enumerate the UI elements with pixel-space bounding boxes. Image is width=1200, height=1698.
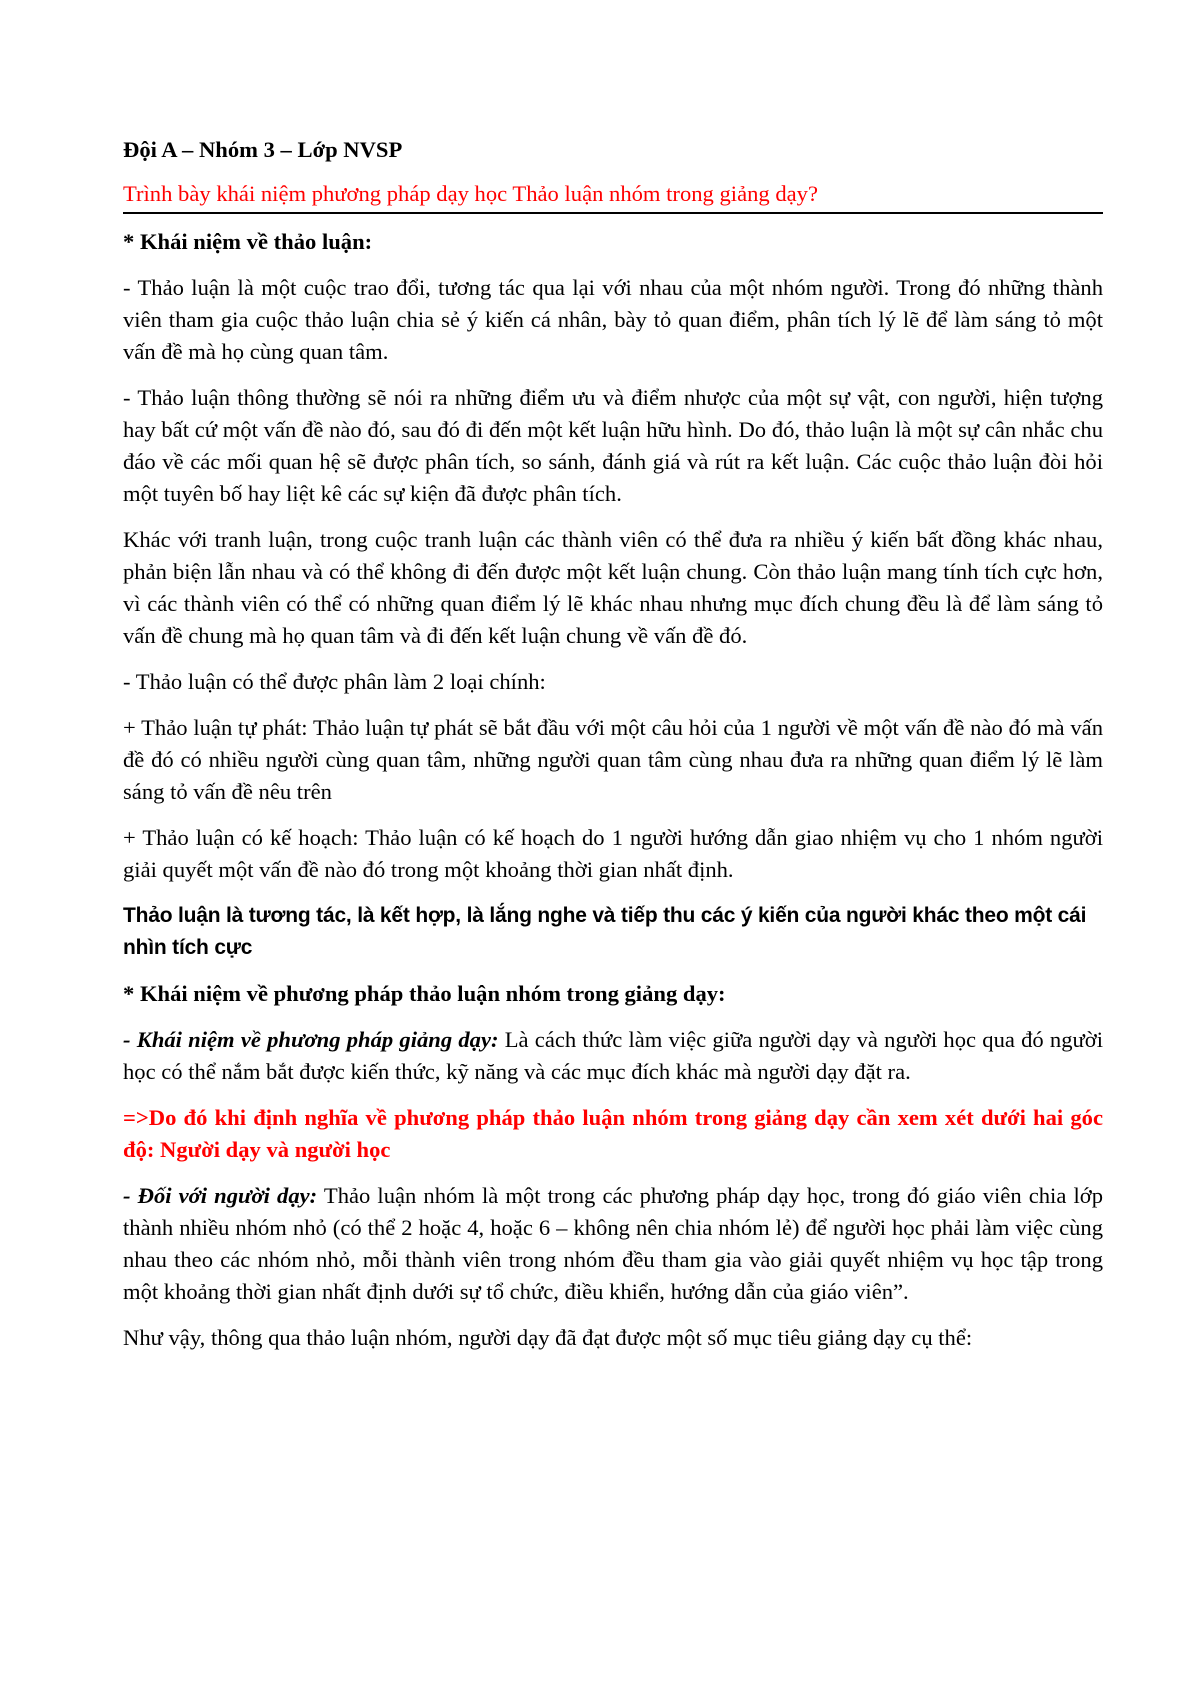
- paragraph-definition: - Thảo luận là một cuộc trao đổi, tương tác qua lại với nhau của một nhóm người. Trong đó những thành viên tham gia cuộc thảo luận chia sẻ ý kiến cá nhân, bày tỏ quan điểm, phân tích lý lẽ để làm sáng tỏ một vấn đề mà họ cùng quan tâm.: [123, 275, 1103, 364]
- paragraph-pros-cons: - Thảo luận thông thường sẽ nói ra những điểm ưu và điểm nhược của một sự vật, con người, hiện tượng hay bất cứ một vấn đề nào đó, sau đó đi đến một kết luận hữu hình. Do đó, thảo luận là một sự cân nhắc chu đáo về các mối quan hệ sẽ được phân tích, so sánh, đánh giá và rút ra kết luận. Các cuộc thảo luận đòi hỏi một tuyên bố hay liệt kê các sự kiện đã được phân tích.: [123, 385, 1103, 506]
- paragraph-teaching-method-definition: [123, 1024, 1103, 1088]
- paragraph-types-intro: - Thảo luận có thể được phân làm 2 loại chính:: [123, 669, 546, 694]
- paragraph-teacher-perspective: [123, 1180, 1103, 1308]
- paragraph-conclusion: =>Do đó khi định nghĩa về phương pháp thảo luận nhóm trong giảng dạy cần xem xét dưới hai góc độ: Người dạy và người học: [123, 1105, 1103, 1162]
- teaching-method-text: Là cách thức làm việc giữa người dạy và người học qua đó người học có thể nắm bắt được kiến thức, kỹ năng và các mục đích khác mà người dạy đặt ra.: [123, 1027, 1103, 1084]
- section-title-group-discussion-method: * Khái niệm về phương pháp thảo luận nhóm trong giảng dạy:: [123, 981, 726, 1006]
- paragraph-debate-comparison: Khác với tranh luận, trong cuộc tranh luận các thành viên có thể đưa ra nhiều ý kiến bất đồng khác nhau, phản biện lẫn nhau và có thể không đi đến được một kết luận chung. Còn thảo luận mang tính tích cực hơn, vì các thành viên có thể có những quan điểm lý lẽ khác nhau nhưng mục đích chung đều là để làm sáng tỏ vấn đề chung mà họ quan tâm và đi đến kết luận chung về vấn đề đó.: [123, 527, 1103, 648]
- question-heading: Trình bày khái niệm phương pháp dạy học Thảo luận nhóm trong giảng dạy?: [123, 178, 1103, 214]
- document-page: [123, 134, 1103, 1368]
- paragraph-final: Như vậy, thông qua thảo luận nhóm, người dạy đã đạt được một số mục tiêu giảng dạy cụ thể:: [123, 1325, 973, 1350]
- document-header: Đội A – Nhóm 3 – Lớp NVSP: [123, 137, 403, 162]
- teacher-text: Thảo luận nhóm là một trong các phương pháp dạy học, trong đó giáo viên chia lớp thành nhiều nhóm nhỏ (có thể 2 hoặc 4, hoặc 6 – không nên chia nhóm lẻ) để người học phải làm việc cùng nhau theo các nhóm nhỏ, mỗi thành viên trong nhóm đều tham gia vào giải quyết nhiệm vụ học tập trong một khoảng thời gian nhất định dưới sự tổ chức, điều khiển, hướng dẫn của giáo viên”.: [123, 1183, 1103, 1304]
- summary-statement: Thảo luận là tương tác, là kết hợp, là lắng nghe và tiếp thu các ý kiến của người khác theo một cái nhìn tích cực: [123, 904, 1087, 959]
- section-title-discussion: * Khái niệm về thảo luận:: [123, 229, 373, 254]
- teacher-label: - Đối với người dạy:: [123, 1183, 318, 1208]
- teaching-method-label: - Khái niệm về phương pháp giảng dạy:: [123, 1027, 499, 1052]
- paragraph-spontaneous: + Thảo luận tự phát: Thảo luận tự phát sẽ bắt đầu với một câu hỏi của 1 người về một vấn đề nào đó mà vấn đề đó có nhiều người cùng quan tâm, những người quan tâm cùng nhau đưa ra những quan điểm lý lẽ làm sáng tỏ vấn đề nêu trên: [123, 715, 1103, 804]
- paragraph-planned: + Thảo luận có kế hoạch: Thảo luận có kế hoạch do 1 người hướng dẫn giao nhiệm vụ cho 1 nhóm người giải quyết một vấn đề nào đó trong một khoảng thời gian nhất định.: [123, 825, 1103, 882]
